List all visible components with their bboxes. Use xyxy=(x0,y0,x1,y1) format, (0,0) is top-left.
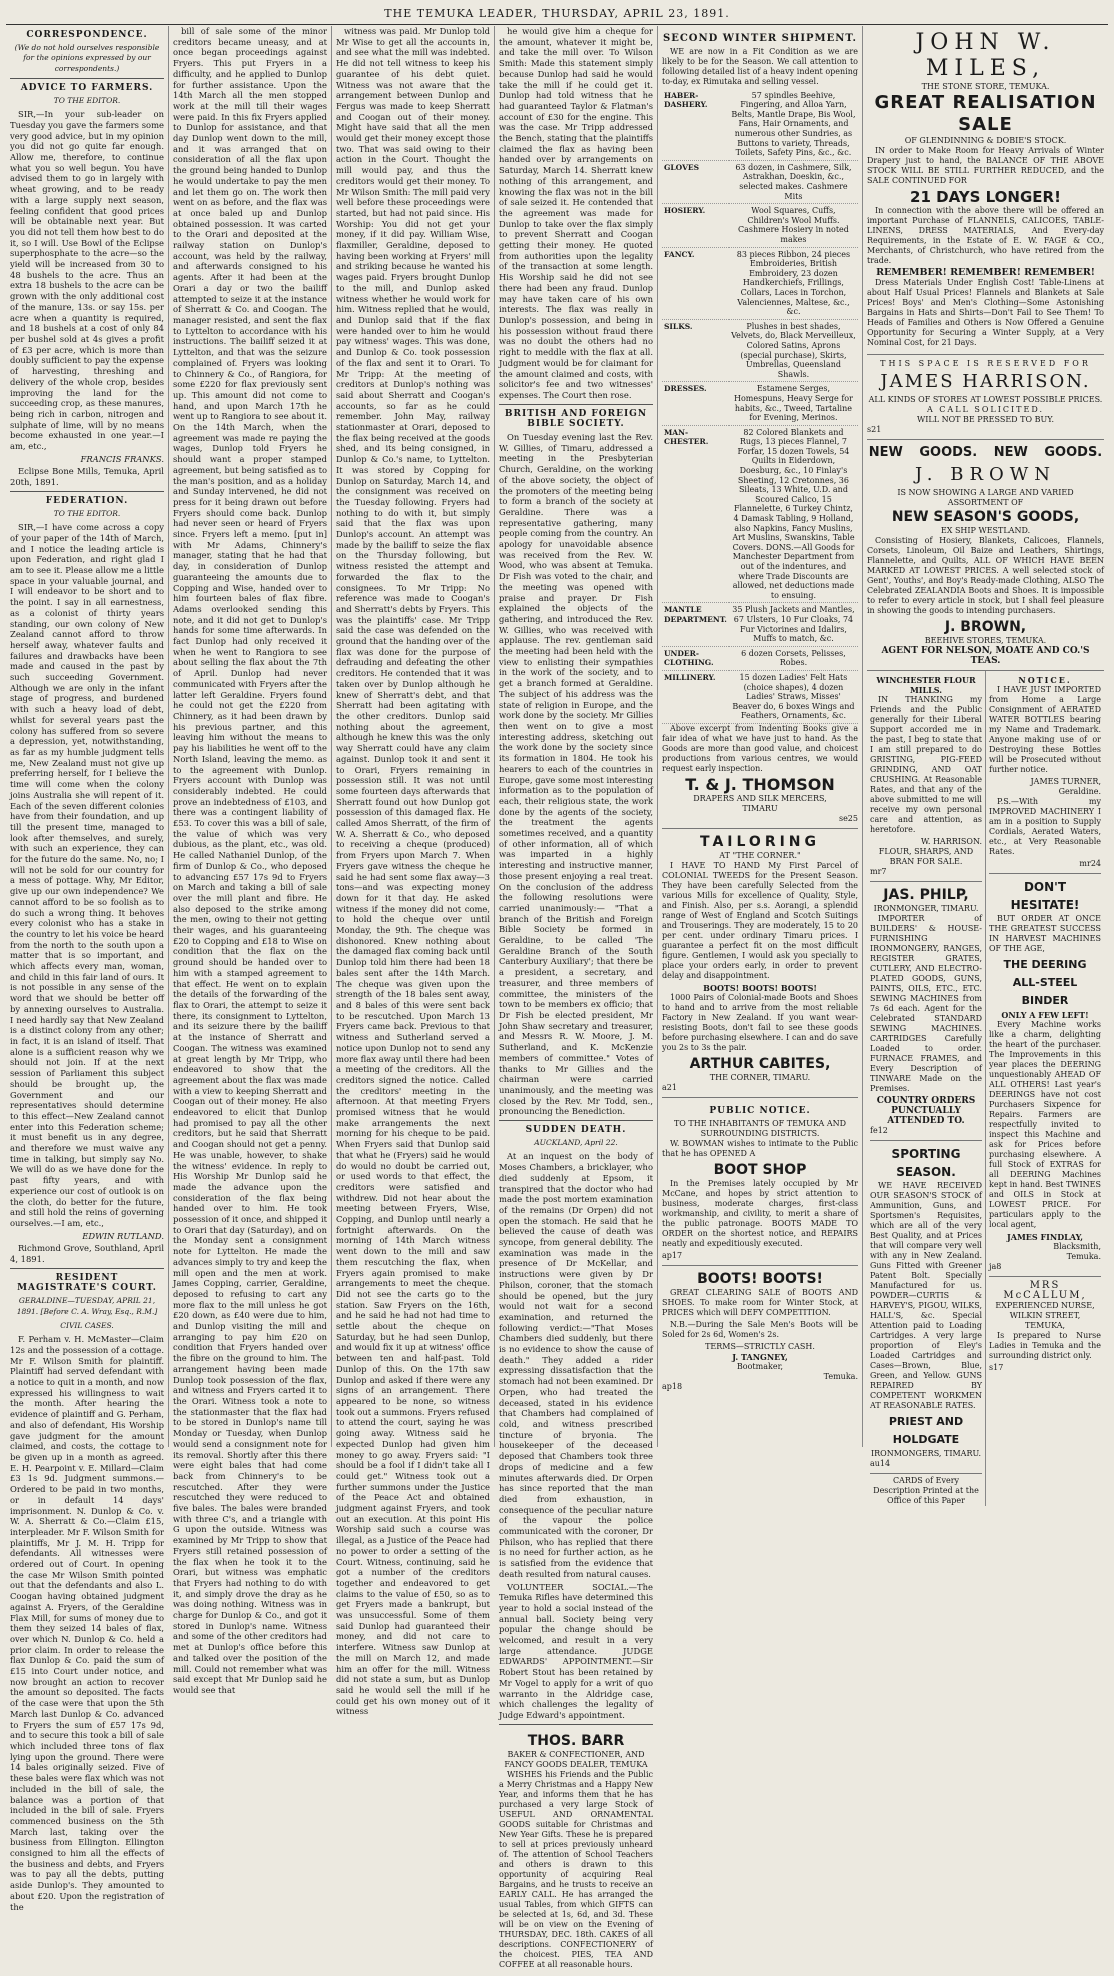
divider xyxy=(499,404,653,405)
advertiser-name: PRIEST AND HOLDGATE xyxy=(888,1415,964,1446)
stock-category: SILKS. xyxy=(662,319,729,382)
stock-row xyxy=(662,89,858,161)
ad-ref: ja8 xyxy=(989,1262,1002,1271)
article-title: RESIDENT MAGISTRATE'S COURT. xyxy=(17,1272,157,1294)
left-ads xyxy=(867,671,986,1506)
ad-body: In the Premises lately occupied by Mr McCane, and hopes by strict attention to business, moderate charges, first-class workmanship, and civility, to merit a share of the public patronage. BOOTS MADE TO ORDER on the shortest notice, and REPAIRS neatly and expeditiously executed. xyxy=(662,1178,858,1248)
right-ads xyxy=(986,671,1104,1506)
advertiser-address: THE CORNER, TIMARU. xyxy=(709,1072,811,1082)
article-body: witness was paid. Mr Dunlop told Mr Wise to get all the accounts in, and see what the mill was indebted. He did not tell witness to keep his guarantee of his debt quiet. Witness was not aware that the arrangement between Dunlop and Fergus was made to keep Sherratt and Coogan out of their money. Might have said that all the men would get their money except those two. That was said owing to their action in the Court. Thought the mill would pay, and thus the creditors would get their money. To Mr Wilson Smith: The mill paid very well before these proceedings were started, but had not paid since. His Worship: You did not get your money, if it did pay. William Wise, flaxmiller, Geraldine, deposed to having been working at Fryers' mill and striking because he wanted his wages paid. Fryers brought Dunlop to the mill, and Dunlop asked witness whether he would work for him. Witness replied that he would, and Dunlop said that if the flax were handed over to him he would pay witness' wages. This was done, and Dunlop & Co. took possession of the flax and sent it to Orari. To Mr Tripp: At the meeting of creditors at Dunlop's nothing was said about Sherratt and Coogan's accounts, so far as he could remember. John May, railway stationmaster at Orari, deposed to the flax being received at the goods shed, and its being consigned, in Dunlop & Co.'s name, to Lyttelton. It was stored by Copping for Dunlop on Saturday, March 14, and the consignment was received on the Tuesday following. Fryers had nothing to do with it, but simply said that the flax was upon Dunlop's account. An attempt was made by the bailiff to seize the flax on the Thursday following, but witness resisted the attempt and forwarded the flax to the consignees. To Mr Tripp: No reference was made to Coogan's and Sherratt's debts by Fryers. This was the plaintiffs' case. Mr Tripp said the case was defended on the ground that the handing over of the flax was done for the purpose of defrauding and defeating the other creditors. He contended that it was taken over by Dunlop although he knew of Sherratt's debt, and that Sherratt had been agitating with the other creditors. Dunlop said nothing about the agreement, although he knew this was the only way Sherratt could have any claim against. Dunlop took it and sent it to Orari, Fryers remaining in possession still. It was not until some fourteen days afterwards that Sherratt found out how Dunlop got possession of this damaged flax. He called Amos Sherratt, of the firm of W. A. Sherratt & Co., who deposed to receiving a cheque (produced) from Fryers upon March 7. When Fryers gave witness the cheque he said he had sent some flax away—3 tons—and was expecting money down for it that day. He asked witness if the money did not come, to hold the cheque over until Monday, the 9th. The cheque was dishonored. Knew nothing about the damaged flax coming back until Dunlop told him there had been 18 bales sent after the 14th March. The cheque was given upon the strength of the 18 bales sent away, and 8 bales of this were sent back to be rescutched. Upon March 13 Fryers came back. Previous to that witness and Sutherland served a notice upon Dunlop not to send any more flax away until there had been a meeting of the creditors. All the creditors signed the notice. Called the creditors' meeting in the afternoon. At that meeting Fryers promised witness that he would make arrangements the next morning for his cheque to be paid. When Fryers said that Dunlop said that what he (Fryers) said he would do would no doubt be carried out, or used words to that effect, the creditors were satisfied and withdrew. Did not hear about the meeting between Fryers, Wise, Copping, and Dunlop until nearly a fortnight afterwards. On the morning of 14th March witness went down to the mill and saw them rescutching the flax, when Fryers again promised to make arrangements to meet the cheque. Did not see the carts go to the station. Saw Fryers on the 16th, and he said he had not had time to settle about the cheque on Saturday, but he had seen Dunlop, and would fix it up at witness' office between ten and half-past. Told Dunlop of this. On the 17th saw Dunlop and asked if there were any signs of an arrangement. There appeared to be none, so witness took out a summons. Fryers refused to attend the court, saying he was going away. Witness said he expected Dunlop had given him money to go away. Fryers said: "I should be a fool if I didn't take all I could get." Witness took out a further summons under the Justice of the Peace Act and obtained judgment against Fryers, and took out an execution. At this point His Worship said such a course was illegal, as a Justice of the Peace had no power to order a setting of the Court. Witness, continuing, said he got a number of the creditors together and endeavored to get claims to the value of £50, so as to get Fryers made a bankrupt, but was unsuccessful. Some of them said Dunlop had guaranteed their money, and did not care to interfere. Witness saw Dunlop at the mill on March 12, and made him an offer for the mill. Witness did not state a sum, but as Dunlop said he would sell the mill if he could get his own money out of it witness xyxy=(336,26,490,1717)
ad-highlight: ONLY A FEW LEFT! xyxy=(1001,1010,1089,1020)
stock-category: FANCY. xyxy=(662,247,729,319)
column-2 xyxy=(169,26,332,1695)
article-body: he would give him a cheque for the amount, whatever it might be, and take the mill over. To Wilson Smith: Made this statement simply because Dunlop had said he would take the mill if he could get it. Dunlop had told witness that he had guaranteed Taylor & Flatman's account of £30 for the engine. This was the case. Mr Tripp addressed the Bench, stating that the plaintiffs claimed the flax as having been handed over by arrangements on Saturday, March 14. Sherratt knew nothing of this arrangement, and knowing the flax was not in the bill of sale seized it. He contended that the agreement was made for Dunlop to take over the flax simply to prevent Sherratt and Coogan getting their money. He quoted from authorities upon the legality of the transaction at some length. His Worship said he did not see there had been any fraud. Dunlop may have taken care of his own interests. The flax was really in Dunlop's possession, and being in his possession without fraud there was no doubt the others had no right to meddle with the flax at all. Judgment would be for claimant for the amount claimed and costs, with solicitor's fee and two witnesses' expenses. The Court then rose. xyxy=(499,26,653,400)
subheading: CIVIL CASES. xyxy=(60,1320,114,1330)
divider xyxy=(10,78,164,79)
ad-note: N.B.—During the Sale Men's Boots will be Soled for 2s 6d, Women's 2s. xyxy=(662,1319,858,1339)
ad-body: Is prepared to Nurse Ladies in Temuka and the surrounding district only. xyxy=(989,1331,1101,1360)
ad-subtitle: BOOTS! BOOTS! BOOTS! xyxy=(703,982,817,993)
ad-ref: ap18 xyxy=(662,1381,683,1391)
stock-items: 63 dozen, in Cashmere, Silk, Astrakhan, Doeskin, &c., selected makes. Cashmere Mits xyxy=(729,160,858,203)
brown-ad xyxy=(867,440,1104,671)
column-6 xyxy=(863,26,1108,1505)
advertiser-name: MRS McCALLUM, xyxy=(1003,1280,1087,1301)
divider xyxy=(499,1120,653,1121)
stock-row xyxy=(662,204,858,247)
thomson-ad xyxy=(662,26,858,829)
article-body: VOLUNTEER SOCIAL.—The Temuka Rifles have determined this year to hold a social instead of the annual ball. Society being very popular the change should be welcomed, and result in a very large attendance. JUDGE EDWARDS' APPOINTMENT.—Sir Robert Stout has been retained by Mr Vogel to apply for a writ of quo warranto in the Aldridge case, which challenges the legality of Judge Edward's appointment. xyxy=(499,1581,653,1720)
stock-table xyxy=(662,89,858,724)
mccallum-ad xyxy=(989,1277,1101,1377)
article-body: SIR,—In your sub-leader on Tuesday you gave the farmers some very good advice, but in my opinion you did not go quite far enough. Allow me, therefore, to continue what you so well begun. You have advised them to go in largely with wheat growing, and to be ready with a large supply next season, feeling confident that good prices will be obtainable next year. But you did not tell them how best to do it, so I will. Use Bowl of the Eclipse superphosphate to the acre—so the yield will be increased from 30 to 48 bushels to the acre. Thus an extra 18 bushels to the acre can be grown with the only additional cost of the manure, 13s. or say 15s. per acre when a quantity is required, and 18 bushels at a cost of only 84 per bushel sold at 4s gives a profit of £3 per acre, which is more than doubly sufficient to pay the expense of harvesting, threshing and delivery of the whole crop, besides improving the land for the succeeding crop, as these manures, being rich in carbon, nitrogen and sulphate of lime, will by no means become exhausted in one year.—I am, etc., xyxy=(10,109,164,452)
ad-terms: TERMS—STRICTLY CASH. xyxy=(705,1341,815,1351)
ad-title: BOOT SHOP xyxy=(713,1161,807,1178)
stock-category: GLOVES xyxy=(662,160,729,203)
advertiser-trade: IRONMONGERS, TIMARU. xyxy=(870,1449,982,1458)
signature: FRANCIS FRANKS. xyxy=(80,453,164,464)
ad-title: NEW GOODS. NEW GOODS. xyxy=(868,445,1103,460)
ad-subtitle: AT "THE CORNER." xyxy=(719,850,801,860)
two-column-ads xyxy=(867,671,1104,1506)
section-heading: CORRESPONDENCE. xyxy=(26,30,148,40)
salutation: TO THE EDITOR. xyxy=(53,95,121,105)
stock-row xyxy=(662,247,858,319)
article-title: ADVICE TO FARMERS. xyxy=(20,82,154,93)
ad-subtitle: EX SHIP WESTLAND. xyxy=(940,526,1031,535)
advertiser-trade: Bootmaker, xyxy=(736,1361,784,1371)
tangney-ad xyxy=(662,1266,858,1396)
stock-items: 82 Colored Blankets and Rugs, 13 pieces Flannel, 7 Forfar, 15 dozen Towels, 54 Quilts in Eiderdown, Doesburg, &c., 10 Finlay's Sheeting, 12 Cretonnes, 36 Sileats, 13 White, U.D. and Scoured Calico, 15 Flannelette, 6 Turkey Chintz, 4 Damask Tabling, 9 Holland, also Napkins, Fancy Muslins, Art Muslins, Swanskins, Table Covers. DONS.—All Goods for Manchester Department from out of the indentures, and where Trade Discounts are allowed, net deductions made to ensuing. xyxy=(729,425,858,603)
advertiser-trade: Blacksmith, xyxy=(1053,1242,1101,1251)
printing-notice: CARDS of Every Description Printed at the Office of this Paper xyxy=(873,1476,979,1505)
philp-ad xyxy=(870,882,982,1141)
ad-title: TAILORING xyxy=(699,833,821,850)
ad-ref: au14 xyxy=(870,1459,891,1468)
ad-postscript: P.S.—With my IMPROVED MACHINERY I am in a position to Supply Cordials, Aerated Waters, etc., at Very Reasonable Rates. xyxy=(989,797,1101,856)
ad-ref: se25 xyxy=(838,813,858,823)
stock-row xyxy=(662,646,858,670)
stock-items: Wool Squares, Cuffs, Children's Wool Muffs. Cashmere Hosiery in noted makes xyxy=(729,204,858,247)
stock-category: HABER-DASHERY. xyxy=(662,89,729,161)
ad-subtitle: OF GLENDINNING & DOBIE'S STOCK. xyxy=(904,136,1067,145)
stock-row xyxy=(662,160,858,203)
miles-ad xyxy=(867,26,1104,355)
article-title: FEDERATION. xyxy=(45,495,129,506)
ad-body: Dress Materials Under English Cost! Table-Linens at about Half Usual Prices! Flannels and Blankets at Sale Prices! Boys' and Men's Clothing—Some Astonishing Bargains in Hats and Shirts—Don't Fail to See Them! To Heads of Families and Others is Now Offered a Genuine Opportunity for Securing a Winter Supply, at a Very Nominal Cost, for 21 Days. xyxy=(867,278,1104,347)
ad-highlight: REMEMBER! REMEMBER! REMEMBER! xyxy=(876,267,1095,278)
address: Eclipse Bone Mills, Temuka, April 20th, 1891. xyxy=(10,466,164,488)
tailoring-ad xyxy=(662,829,858,1098)
article-title: SUDDEN DEATH. xyxy=(525,1125,627,1136)
advertiser-name: THOS. BARR xyxy=(527,1732,625,1749)
advertiser-name: J. TANGNEY, xyxy=(732,1351,788,1362)
ad-ref: fe12 xyxy=(870,1126,888,1135)
turner-ad xyxy=(989,671,1101,874)
ad-call: A CALL SOLICITED. xyxy=(926,405,1045,414)
advertiser-name: J. BROWN, xyxy=(944,619,1027,635)
deering-ad xyxy=(989,874,1101,1277)
sporting-ad xyxy=(870,1141,982,1474)
ad-lead: THIS SPACE IS RESERVED FOR xyxy=(880,359,1091,368)
advertiser-town: Temuka. xyxy=(1066,1252,1101,1261)
advertiser-store: THE STONE STORE, TEMUKA. xyxy=(921,82,1050,91)
ad-body: I HAVE JUST IMPORTED from Home a Large Consignment of AERATED WATER BOTTLES bearing my Name and Trademark. Anyone making use of or Destroying these Bottles will be Prosecuted without further notice. xyxy=(989,685,1101,774)
stock-items: Plushes in best shades, Velvets, do, Black Merveilleux, Colored Satins, Aprons (special purchase), Skirts, Umbrellas, Queensland Shawls. xyxy=(729,319,858,382)
stock-items: Estamene Serges, Homespuns, Heavy Serge for habits, &c., Tweed, Tartaline for Evening, Merinos. xyxy=(729,382,858,425)
ad-body: 1000 Pairs of Colonial-made Boots and Shoes to hand and to arrive from the most reliable Factory in New Zealand. If you want wear-resisting Boots, don't fail to see these goods before purchasing elsewhere. I can and do save you 2s to 3s the pair. xyxy=(662,992,858,1052)
stock-items: 35 Plush Jackets and Mantles, 67 Ulsters, 10 Fur Cloaks, 74 Fur Victorines and Idalirs, Muffs to match, &c. xyxy=(729,603,858,646)
ad-title: PUBLIC NOTICE. xyxy=(709,1105,811,1116)
ad-ref: mr24 xyxy=(1079,859,1101,868)
ad-ref: mr7 xyxy=(870,867,887,876)
flour-ad xyxy=(870,671,982,882)
column-4 xyxy=(495,26,658,1969)
disclaimer: (We do not hold ourselves responsible for the opinions expressed by our correspondents.) xyxy=(14,42,160,74)
ad-body: GREAT CLEARING SALE of BOOTS AND SHOES. To make room for Winter Stock, at PRICES which will DEFY COMPETITION. xyxy=(662,1287,858,1317)
ad-body: ALL KINDS OF STORES AT LOWEST POSSIBLE PRICES. xyxy=(868,395,1103,404)
ad-title: BOOTS! BOOTS! xyxy=(697,1270,823,1287)
signature: JAMES TURNER, Geraldine. xyxy=(1030,777,1101,796)
advertiser-store: BEEHIVE STORES, TEMUKA. xyxy=(924,636,1047,645)
advertiser-name: J. BROWN xyxy=(914,464,1057,485)
masthead: THE TEMUKA LEADER, THURSDAY, APRIL 23, 1891. xyxy=(6,4,1108,25)
article-body: SIR,—I have come across a copy of your paper of the 14th of March, and I notice the leading article is upon Federation, and right glad I am to see it. Please allow me a little space in your valuable journal, and I will endeavor to be short and to the point. I say in all earnestness, as a colonist of thirty years standing, our own colony of New Zealand cannot afford to throw herself away, whatever faults and failures and drawbacks have been made and caused in the past by such succeeding Government. Although we are only in the infant stage of progress, and burdened with such a heavy load of debt, whilst for several years past the colony has suffered from so severe a depression, yet, notwithstanding, as far as my humble judgment tells me, New Zealand must not give up preferring herself, for I believe the time will come when the colony joins Australia she will repent of it. Each of the seven different colonies have from their foundation, and up till the present time, managed to look after themselves, and surely, with such an experience, they can for the future do the same. No, no; I will not be sold for our country for a mess of pottage. Why, Mr Editor, give up our own independence? We cannot afford to be so foolish as to do such a wrong thing. It behoves every colonist who has a stake in the country to let his voice be heard from the north to the south upon a matter that is so important, and which affects every man, woman, and child in this fair land of ours. It is not possible in any sense of the word that we should be better off by annexing ourselves to Australia. I need hardly say that New Zealand is a distinct colony from any other; in fact, it is an island of itself. That alone is a sufficient reason why we should not join. If at the next session of Parliament this subject should be brought up, the Government and our representatives should determine to this effect—New Zealand cannot enter into this Federation scheme; it must benefit us in any degree, and therefore we must waive any time in talking, but simply say No. We will do as we have done for the past fifty years, and with experience our cost of outlook is on the cloth, do better for the future, and still hold the reins of governing ourselves.—I am, etc., xyxy=(10,522,164,1228)
advertiser-name: JAMES HARRISON. xyxy=(880,371,1091,392)
ad-body: IMPORTER of BUILDERS' & HOUSE-FURNISHING IRONMONGERY, RANGES, REGISTER GRATES, CUTLERY, AND ELECTRO-PLATED GOODS, GUNS, PAINTS, OILS, ETC., ETC. SEWING MACHINES from 7s 6d each. Agent for the Celebrated STANDARD SEWING MACHINES. CARTRIDGES Carefully Loaded to order. FURNACE FRAMES, and Every Description of TINWARE Made on the Premises. xyxy=(870,914,982,1093)
advertiser-trade: EXPERIENCED NURSE, xyxy=(995,1301,1095,1310)
ad-body: BUT ORDER AT ONCE THE GREATEST SUCCESS IN HARVEST MACHINES OF THE AGE, xyxy=(989,914,1101,953)
ad-ref: ap17 xyxy=(662,1250,683,1260)
ad-body: Every Machine works like a charm, delighting the heart of the purchaser. The Improvements in this year places the DEERING unquestionably AHEAD OF ALL OTHERS! Last year's DEERINGS have not cost Purchasers Sixpence for Repairs. Farmers are respectfully invited to inspect this Machine and ask for Prices before purchasing elsewhere. A full Stock of EXTRAS for all DEERING Machines kept in hand. Best TWINES and OILS in Stock at LOWEST PRICE. For particulars apply to the local agent, xyxy=(989,1020,1101,1229)
dateline: AUCKLAND, April 22. xyxy=(534,1137,618,1147)
stock-category: UNDER-CLOTHING. xyxy=(662,646,729,670)
ad-footnote: WILL NOT BE PRESSED TO BUY. xyxy=(917,415,1054,424)
column-5 xyxy=(658,26,863,1447)
ad-intro: W. BOWMAN wishes to intimate to the Public that he has OPENED A xyxy=(662,1138,858,1158)
ad-agent: AGENT FOR NELSON, MOATE AND CO.'S TEAS. xyxy=(881,646,1090,666)
ad-body: I HAVE TO HAND My First Parcel of COLONIAL TWEEDS for the Present Season. They have been carefully Selected from the various Mills for excellence of Quality, Style, and Finish. Also, per s.s. Aorangi, a splendid range of West of England and Scotch Suitings and Trouserings. They are moderately, 15 to 20 per cent. under ordinary Timaru prices. I guarantee a perfect fit on the most difficult figure. Gentlemen, I would ask you specially to place your orders early, in order to prevent delay and disappointment. xyxy=(662,860,858,980)
signature: W. HARRISON. xyxy=(921,837,982,846)
bowman-ad xyxy=(662,1098,858,1266)
ad-body: Consisting of Hosiery, Blankets, Calicoes, Flannels, Corsets, Linoleum, Oil Baize and Leathers, Shirtings, Flannelette, and Quilts, ALL OF WHICH HAVE BEEN MARKED AT LOWEST PRICES. A well selected stock of Gent', Youths', and Boy's Ready-made Clothing, ALSO The Celebrated ZEALANDIA Boots and Shoes. It is impossible to refer to every article in stock, but I shall feel pleasure in showing the goods to intending purchasers. xyxy=(867,536,1104,615)
advertiser-name: JAS. PHILP, xyxy=(883,887,969,903)
stock-items: 15 dozen Ladies' Felt Hats (choice shapes), 4 dozen Ladies' Straws, Misses' Beaver do, 6 boxes Wings and Feathers, Ornaments, &c. xyxy=(729,670,858,723)
ad-highlight: NEW SEASON'S GOODS, xyxy=(891,509,1080,525)
dateline: GERALDINE—TUESDAY, APRIL 21, 1891. [Before C. A. Wray, Esq., R.M.] xyxy=(16,1296,158,1316)
ad-title: WINCHESTER FLOUR MILLS. xyxy=(876,675,976,695)
stock-items: 57 spindles Beehive, Fingering, and Alloa Yarn, Belts, Mantle Drape, Bis Wool, Fans, Hair Ornaments, and numerous other Sundries, as Buttons to variety, Threads, Toilets, Safety Pins, &c., &c. xyxy=(729,89,858,161)
advertiser-name: JAMES FINDLAY, xyxy=(1006,1232,1084,1242)
stock-row xyxy=(662,425,858,603)
ad-ref: s21 xyxy=(867,425,882,434)
ad-body: IN THANKING my Friends and the Public generally for their Liberal Support accorded me in the past, I beg to state that I am still prepared to do GRISTING, PIG-FEED GRINDING, AND OAT CRUSHING. At Reasonable Rates, and that any of the above submitted to me will receive my own personal care and attention, as heretofore. xyxy=(870,695,982,834)
column-3 xyxy=(332,26,495,1717)
ad-intro: IS NOW SHOWING A LARGE AND VARIED ASSORTMENT OF xyxy=(897,488,1074,507)
article-body: F. Perham v. H. McMaster—Claim 12s and the possession of a cottage. Mr F. Wilson Smith for plaintiff. Plaintiff had served defendant with a notice to quit in a month, and now expressed his willingness to wait the month. After hearing the evidence of plaintiff and G. Perham, and also of defendant, His Worship gave judgment for the amount claimed, and costs, the cottage to be given up in a month as agreed. E. H. Pearpoint v. E. Millard—Claim £3 1s 9d. Judgment summons.—Ordered to be paid in two months, or in default 14 days' imprisonment. N. Dunlop & Co. v. W. A. Sherratt & Co.—Claim £15, interpleader. Mr F. Wilson Smith for plaintiffs, Mr J. M. H. Tripp for defendants. All witnesses were ordered out of Court. In opening the case Mr Wilson Smith pointed out that the defendants and also L. Coogan having obtained judgment against A. Fryers, of the Geraldine Flax Mill, for sums of money due to them they seized 14 bales of flax, over which N. Dunlop & Co. held a prior claim. In order to release the flax Dunlop & Co. paid the sum of £15 into Court under notice, and now brought an action to recover the amount so deposited. The facts of the case were that upon the 5th March last Dunlop & Co. advanced to Fryers the sum of £57 17s 9d, and to secure this took a bill of sale which included three tons of flax lying upon the ground. There were 14 bales originally seized. Five of these bales were flax which was not included in the bill of sale, the balance was a portion of that included in the bill of sale. Fryers commenced business on the 5th March last, taking over the business from Ellington. Ellington consigned to him all the effects of the business and debts, and Fryers was to pay all the debts, putting aside Dunlop's. They amounted to about £20. Upon the registration of the xyxy=(10,1334,164,1912)
signature: EDWIN RUTLAND. xyxy=(82,1230,164,1241)
ad-title: DON'T HESITATE! xyxy=(1010,880,1080,912)
advertiser-name: T. & J. THOMSON xyxy=(685,774,835,794)
advertiser-name: JOHN W. MILES, xyxy=(915,30,1056,81)
ad-subtitle: TO THE INHABITANTS OF TEMUKA AND SURROUNDING DISTRICTS. xyxy=(673,1118,847,1138)
divider xyxy=(10,491,164,492)
stock-items: 6 dozen Corsets, Pelisses, Robes. xyxy=(729,646,858,670)
advertiser-name: ARTHUR CABITES, xyxy=(689,1055,831,1072)
advertiser-trade: BAKER & CONFECTIONER, AND FANCY GOODS DEALER, TEMUKA xyxy=(504,1749,648,1769)
ad-body: In connection with the above there will be offered an important Purchase of FLANNELS, CALICOES, TABLE-LINENS, DRESS MATERIALS, And Every-day Requirements, in the Estate of E. W. FAGE & CO., Merchants, of Christchurch, who have retired from the trade. xyxy=(867,206,1104,265)
ad-footnote: Above excerpt from Indenting Books give a fair idea of what we have just to hand. As the Goods are more than good value, and choicest productions from various centres, we would request early inspection. xyxy=(662,723,858,773)
ad-footnote: FLOUR, SHARPS, AND BRAN FOR SALE. xyxy=(878,847,974,866)
divider xyxy=(499,1724,653,1725)
address: Richmond Grove, Southland, April 4, 1891. xyxy=(10,1243,164,1265)
stock-category: MAN-CHESTER. xyxy=(662,425,729,603)
ad-body: IN order to Make Room for Heavy Arrivals of Winter Drapery just to hand, the BALANCE OF THE ABOVE STOCK WILL BE STILL FURTHER REDUCED, and the SALE CONTINUED FOR xyxy=(867,146,1104,185)
article-body: On Tuesday evening last the Rev. W. Gillies, of Timaru, addressed a meeting in the Presbyterian Church, Geraldine, on the working of the above society, the object of the promoters of the meeting being to form a branch of the society at Geraldine. There was a representative gathering, many people coming from the country. An apology for unavoidable absence was received from the Rev. W. Wood, who was absent at Temuka. Dr Fish was voted to the chair, and the meeting was opened with praise and prayer. Dr Fish explained the objects of the gathering, and introduced the Rev. W. Gillies, who was received with applause. The rev. gentleman said the meeting had been held with the view to enlisting their sympathies in the work of the society, and to get a branch formed at Geraldine. The subject of his address was the state of religion in Europe, and the work done by the society. Mr Gillies then went on to give a most interesting address, sketching out the work done by the society since its formation in 1804. He took his hearers to each of the countries in Europe, gave some most interesting information as to the population of each, their religious state, the work done by the agents of the society, the treatment the agents sometimes received, and a quantity of other information, all of which was imparted in a highly interesting and instructive manner, those present enjoying a real treat. On the conclusion of the address the following resolutions were carried unanimously:— "That a branch of the British and Foreign Bible Society be formed in Geraldine, to be called 'The Geraldine Branch of the South Canterbury Auxiliary'; that there be a president, a secretary, and treasurer, and three members of committee, the ministers of the town to be members ex officio; that Dr Fish be elected president, Mr John Shaw secretary and treasurer, and Messrs R. W. Moore, J. M. Sutherland, and K. McKenzie members of committee." Votes of thanks to Mr Gillies and the chairman were carried unanimously, and the meeting was closed by the Rev. Mr Todd, sen., pronouncing the Benediction. xyxy=(499,432,653,1117)
stock-row xyxy=(662,319,858,382)
harrison-ad xyxy=(867,355,1104,440)
columns xyxy=(6,26,1108,1969)
ad-title: SPORTING SEASON. xyxy=(891,1147,961,1179)
ad-highlight: COUNTRY ORDERS PUNCTUALLY ATTENDED TO. xyxy=(876,1096,976,1126)
ad-ref: a21 xyxy=(662,1082,677,1092)
ad-body: WISHES his Friends and the Public a Merry Christmas and a Happy New Year, and informs them that he has purchased a very large Stock of USEFUL AND ORNAMENTAL GOODS suitable for Christmas and New Year Gifts. These he is prepared to sell at prices previously unheard of. The attention of School Teachers and others is drawn to this opportunity of acquiring Real Bargains, and he trusts to receive an EARLY CALL. He has arranged the usual Tables, from which GIFTS can be selected at 1s, 6d, and 3d. These will be on view on the Evening of THURSDAY, DEC. 18th. CAKES of all descriptions. CONFECTIONERY of the choicest. PIES, TEA AND COFFEE at all reasonable hours. xyxy=(499,1769,653,1969)
stock-row xyxy=(662,382,858,425)
column-1 xyxy=(6,26,169,1912)
stock-row xyxy=(662,603,858,646)
advertiser-trade: DRAPERS AND SILK MERCERS, xyxy=(693,793,827,803)
ad-title: SECOND WINTER SHIPMENT. xyxy=(662,33,858,44)
ad-title: GREAT REALISATION SALE xyxy=(874,92,1097,135)
ad-title: NOTICE. xyxy=(1018,675,1072,685)
ad-highlight: 21 DAYS LONGER! xyxy=(910,188,1061,206)
article-body: bill of sale some of the minor creditors became uneasy, and at once began proceedings against Fryers. This put Fryers in a difficulty, and he applied to Dunlop for further assistance. Upon the 14th March all the men stopped work at the mill till their wages were paid. In this fix Fryers applied to Dunlop for assistance, and that day Dunlop went down to the mill, and it was arranged that on consideration of all the flax upon the ground being handed to Dunlop he would undertake to pay the men and let them go on. The work then went on as before, and the flax was at once baled up and Dunlop obtained possession. It was carted to the Orari and deposited at the railway station on Dunlop's account, was held by the railway, and afterwards consigned to his agents. After it had been at the Orari a day or two the bailiff attempted to seize it at the instance of Sherratt & Co. and Coogan. The manager resisted, and sent the flax to Lyttelton to accordance with his instructions. The bailiff seized it at Lyttelton, and that was the seizure complained of. Fryers was looking to Chinnery & Co., of Rangiora, for some £220 for flax previously sent up. This amount did not come to hand, and upon March 17th he went up to Rangiora to see about it. On the 14th March, when the agreement was made re paying the wages, Dunlop told Fryers he should want a proper stamped agreement, but being satisfied as to the man's position, and as a holiday and Sunday intervened, he did not press for it being drawn out before Fryers should come back. Dunlop had never seen or heard of Fryers since. Fryers left a memo. [put in] with Mr Adams, Chinnery's manager, stating that he had that day, in consideration of Dunlop guaranteeing the amounts due to Copping and Wise, handed over to him fourteen bales of flax fibre. Adams overlooked sending this note, and it did not get to Dunlop's hands for some time afterwards. In fact Dunlop had only received it when he went to Rangiora to see about selling the flax about the 7th of April. Dunlop had never communicated with Fryers after the latter left Geraldine. Fryers found he could not get the £220 from Chinnery, as it had been drawn by his previous partner, and this leaving him without the means to pay his liabilities he went off to the North Island, leaving the memo. as to the agreement with Dunlop. Fryers account with Dunlop was considerably indebted. He could prove an indebtedness of £103, and there was a contingent liability of £53. To cover this was a bill of sale, the value of which was very dubious, as the plant, etc., was old. He called Nathaniel Dunlop, of the firm of Dunlop & Co., who deposed to advancing £57 17s 9d to Fryers on March and taking a bill of sale over the mill plant and fibre. He also deposed to the strike among the men, owing to their not getting their wages, and his guaranteeing £20 to Copping and £18 to Wise on condition that the flax on the ground should be handed over to him with a stamped agreement to that effect. He went on to explain the details of the forwarding of the flax to Orari, the attempt to seize it there, its consignment to Lyttelton, and its seizure there by the bailiff at the instance of Sherratt and Coogan. The witness was examined at great length by Mr Tripp, who endeavored to show that the agreement about the flax was made with a view to keeping Sherratt and Coogan out of their money. He also endeavored to elicit that Dunlop had promised to pay all the other creditors, but he said that Sherratt and Coogan should not get a penny. He was unable, however, to shake the witness' evidence. In reply to His Worship Mr Dunlop said he made the advance upon the consideration of the flax being handed over to him. He took possession of it once, and shipped it to Orari that day (Saturday), and on the Monday sent a consignment note for Lyttelton. He made the advances simply to try and keep the mill open and the men at work. James Copping, carrier, Geraldine, deposed to refusing to cart any more flax to the mill unless he got £20 down, as £40 were due to him, and Dunlop visiting the mill and arranging to pay him £20 on condition that Fryers handed over the fibre on the ground to him. The arrangement having been made Dunlop took possession of the flax, and witness and Fryers carted it to the Orari. Witness took a note to the stationmaster that the flax had to be stored in Dunlop's name till Monday or Tuesday, when Dunlop would send a consignment note for its removal. Shortly after this there were eight bales that had come back from Chinnery's to be rescutched. After they were rescutched they were reduced to five bales. The bales were branded with three C's, and a triangle with G upon the outside. Witness was examined by Mr Tripp to show that Fryers still retained possession of the flax when he took it to the Orari, but witness was emphatic that Fryers had nothing to do with it, and simply drove the dray as he was doing nothing. Witness was in charge for Dunlop & Co., and got it stored in Dunlop's name. Witness and some of the other creditors had met at Dunlop's office before this and talked over the position of the mill. Could not remember what was said except that Mr Dunlop said he would see that xyxy=(173,26,327,1695)
stock-items: 83 pieces Ribbon, 24 pieces Embroideries, British Embroidery, 23 dozen Handkerchiefs, Frillings, Collars, Laces in Torchon, Valenciennes, Maltese, &c., &c. xyxy=(729,247,858,319)
stock-category: HOSIERY. xyxy=(662,204,729,247)
ad-intro: WE are now in a Fit Condition as we are likely to be for the Season. We call attention to following detailed list of a heavy indent opening to-day, ex Rimutaka and selling vessel. xyxy=(662,46,858,86)
advertiser-address: WILKIN STREET, TEMUKA, xyxy=(1009,1311,1081,1330)
ad-highlight: THE DEERING ALL-STEEL BINDER xyxy=(1003,958,1087,1007)
stock-category: MANTLE DEPARTMENT. xyxy=(662,603,729,646)
stock-category: DRESSES. xyxy=(662,382,729,425)
article-body: At an inquest on the body of Moses Chambers, a bricklayer, who died suddenly at Epsom, it transpired that the doctor who had made the post mortem examination of the remains (Dr Orpen) did not open the stomach. He said that he believed the cause of death was syncope, from general debility. The examination was made in the presence of Dr McKellar, and instructions were given by Dr Philson, coroner, that the stomach should be opened, but the jury would not wait for a second examination, and returned the following verdict:—"That Moses Chambers died suddenly, but there is no evidence to show the cause of death." They added a rider expressing dissatisfaction that the stomach had not been examined. Dr Orpen, who had treated the deceased, stated in his evidence that Chambers had complained of cold, and witness prescribed tincture of bryonia. The housekeeper of the deceased deposed that Chambers took three drops of medicine and a few minutes afterwards died. Dr Orpen has since reported that the man died from exhaustion, in consequence of the peculiar nature of the vapour the police communicated with the coroner, Dr Philson, who has replied that there is no need for further action, as he is satisfied from the evidence that death resulted from natural causes. xyxy=(499,1151,653,1579)
advertiser-town: Temuka. xyxy=(823,1371,858,1381)
article-title: BRITISH AND FOREIGN BIBLE SOCIETY. xyxy=(504,408,648,430)
stock-category: MILLINERY. xyxy=(662,670,729,723)
barr-ad xyxy=(499,1728,653,1976)
stock-row xyxy=(662,670,858,723)
advertiser-town: TIMARU xyxy=(742,803,778,813)
ad-body: WE HAVE RECEIVED OUR SEASON'S STOCK of Ammunition, Guns, and Sportsmen's Requisites, which are all of the very Best Quality, and at Prices that will compare very well with any in New Zealand. Guns Fitted with Greener Patent Bolt. Specially Manufactured for us. POWDER—CURTIS & HARVEY'S, PIGOU, WILKS, HALL'S, &c. Special Attention paid to Loading Cartridges. A very large proportion of Eley's Loaded Cartridges and Cases—Brown, Blue, Green, and Yellow. GUNS REPAIRED BY COMPETENT WORKMEN AT REASONABLE RATES. xyxy=(870,1181,982,1410)
advertiser-trade: IRONMONGER, TIMARU. xyxy=(873,904,979,913)
ad-ref: s17 xyxy=(989,1363,1004,1372)
salutation: TO THE EDITOR. xyxy=(53,508,121,518)
divider xyxy=(10,1268,164,1269)
